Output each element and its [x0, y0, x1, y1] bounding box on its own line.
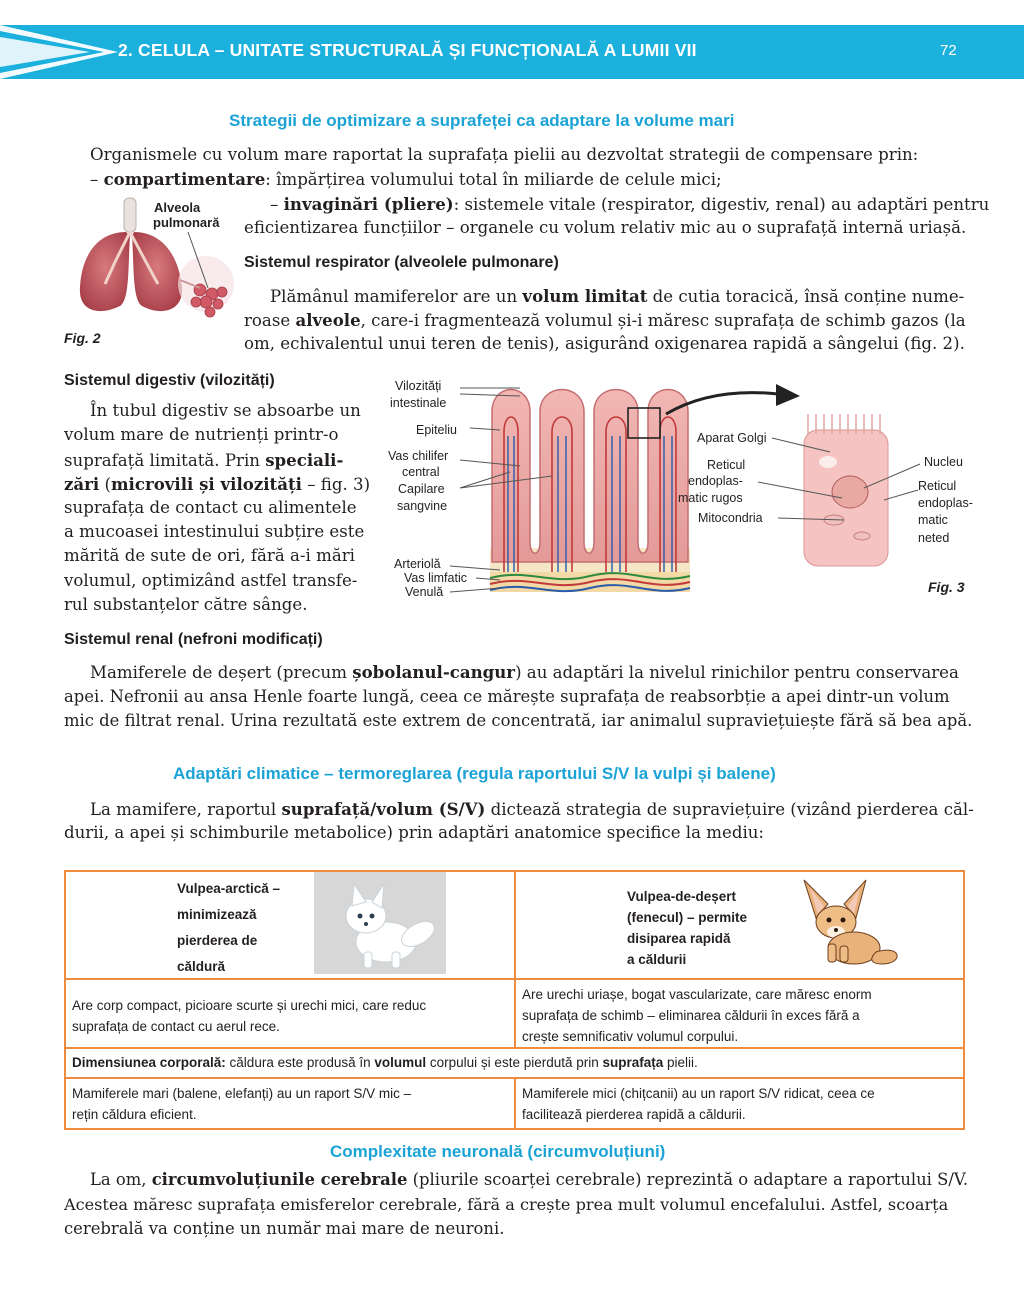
section-title-climatic: Adaptări climatice – termoreglarea (regula raportului S/V la vulpi și balene) — [173, 764, 776, 783]
section2-l2: durii, a apei și schimburile metabolice) prin adaptări anatomice specifice la mediu: — [64, 823, 765, 842]
respirator-l1b: volum limitat — [522, 286, 648, 306]
dimension-c: corpului și este pierdută prin — [426, 1055, 603, 1070]
fig3-rer-3: matic rugos — [678, 491, 743, 505]
fennec-desc-1: Are urechi uriașe, bogat vascularizate, care măresc enorm — [522, 987, 872, 1002]
term-compartimentare: compartimentare — [103, 169, 266, 189]
bullet-compartimentare: – compartimentare: împărțirea volumului total în miliarde de celule mici; — [90, 169, 722, 189]
subtitle-renal: Sistemul renal (nefroni modificați) — [64, 631, 323, 648]
fig3-limfatic: Vas limfatic — [404, 571, 467, 585]
fennec-title-2: (fenecul) – permite — [627, 910, 748, 925]
fig3-ser-3: matic — [918, 513, 948, 527]
section3-l1b: circumvoluțiunile cerebrale — [151, 1170, 408, 1189]
digestiv-l5: suprafața de contact cu alimentele — [64, 498, 357, 517]
arctic-fox-illustration — [314, 872, 446, 974]
bullet2-text-a: : sistemele vitale (respirator, digestiv, renal) au adaptări pentru — [453, 195, 990, 214]
respirator-line3: om, echivalentul unui teren de tenis), asigurând oxigenarea rapidă a sângelui (fig. 2). — [244, 334, 965, 353]
dimension-e: pielii. — [663, 1055, 698, 1070]
bullet2-text-b: eficientizarea funcțiilor – organele cu volum relativ mic au o suprafață internă uriașă. — [244, 218, 967, 237]
small-mammals-1: Mamiferele mici (chițcanii) au un raport S/V ridicat, ceea ce — [522, 1086, 875, 1101]
table-vdivider-2 — [514, 1077, 516, 1130]
section3-l1 — [90, 1168, 968, 1192]
fig3-ser-1: Reticul — [918, 479, 957, 493]
renal-l1 — [90, 660, 959, 685]
arctic-title-2: minimizează — [177, 907, 257, 922]
digestiv-l4a: zări — [64, 474, 100, 494]
arctic-desc-2: suprafața de contact cu aerul rece. — [72, 1019, 280, 1034]
arctic-desc-1: Are corp compact, picioare scurte și urechi mici, care reduc — [72, 998, 427, 1013]
fennec-desc-3: crește semnificativ volumul corpului. — [522, 1029, 739, 1044]
villi-illustration — [380, 372, 980, 604]
fennec-title-3: disiparea rapidă — [627, 931, 731, 946]
fig3-caption: Fig. 3 — [928, 579, 965, 595]
digestiv-l1: În tubul digestiv se absoarbe un — [90, 401, 361, 420]
fig3-rer-1: Reticul — [707, 458, 746, 472]
renal-l1a: Mamiferele de deșert (precum — [90, 663, 353, 682]
digestiv-l7: mărită de sute de ori, fără a-i mări — [64, 546, 355, 565]
respirator-l2a: roase — [244, 311, 296, 330]
fig3-venula: Venulă — [405, 585, 444, 599]
digestiv-l4c: microvili și vilozități — [110, 474, 302, 494]
fig2-caption: Fig. 2 — [64, 330, 101, 346]
digestiv-l8: volumul, optimizând astfel transfe- — [64, 571, 358, 590]
small-mammals-2: facilitează pierderea rapidă a căldurii. — [522, 1107, 746, 1122]
fig3-golgi: Aparat Golgi — [697, 431, 767, 445]
fig3-rer-2: endoplas- — [688, 474, 743, 488]
fig3-villi-1: Vilozități — [395, 379, 442, 393]
fig2-label-alveola: Alveola — [154, 200, 201, 215]
bullet1-text: : împărțirea volumului total în miliarde de celule mici; — [265, 170, 722, 189]
fig3-ser-4: neted — [918, 531, 950, 545]
table-vdivider-1 — [514, 870, 516, 1048]
dimension-b: volumul — [374, 1055, 427, 1070]
dimension-d: suprafața — [602, 1055, 664, 1070]
page-number: 72 — [940, 42, 957, 59]
dimension-a: căldura este produsă în — [225, 1055, 375, 1070]
respirator-l1a: Plămânul mamiferelor are un — [270, 287, 523, 306]
digestiv-l3a: suprafață limitată. Prin — [64, 451, 266, 470]
dimension-label: Dimensiunea corporală: — [72, 1055, 226, 1070]
fig3-chilifer-1: Vas chilifer — [388, 449, 449, 463]
term-invaginari: invaginări (pliere) — [283, 194, 454, 214]
section2-l1b: suprafață/volum (S/V) — [281, 799, 486, 819]
fennec-title-1: Vulpea-de-deșert — [627, 889, 737, 904]
respirator-l2b: alveole — [295, 310, 361, 330]
section3-l1c: (pliurile scoarței cerebrale) reprezintă o adaptare a raportului S/V. — [407, 1170, 969, 1189]
dimension-row — [72, 1052, 698, 1073]
fig3-capilare-2: sangvine — [397, 499, 448, 513]
fig3-chilifer-2: central — [402, 465, 440, 479]
fig3-nucleu: Nucleu — [924, 455, 963, 469]
section-title-neuronal: Complexitate neuronală (circumvoluțiuni) — [330, 1142, 666, 1161]
section3-l2: Acestea măresc suprafața emisferelor cerebrale, fără a crește prea mult volumul encefalului. Astfel, scoarța — [64, 1195, 949, 1214]
section3-l3: cerebrală va conține un număr mai mare de neuroni. — [64, 1219, 505, 1238]
fig3-mito: Mitocondria — [698, 511, 763, 525]
fennec-title-4: a căldurii — [627, 952, 687, 967]
respirator-l1c: de cutia toracică, însă conține nume- — [647, 287, 965, 306]
arctic-title-3: pierderea de — [177, 933, 258, 948]
fig3-epiteliu: Epiteliu — [416, 423, 457, 437]
fig3-villi-2: intestinale — [390, 396, 447, 410]
fig3-capilare-1: Capilare — [398, 482, 445, 496]
digestiv-l3b: speciali- — [265, 450, 344, 470]
digestiv-l3 — [64, 448, 343, 473]
fig3-ser-2: endoplas- — [918, 496, 973, 510]
section2-l1 — [90, 797, 974, 822]
renal-l1b: șobolanul-cangur — [352, 662, 516, 682]
fig2-label-pulmonara: pulmonară — [153, 215, 220, 230]
big-mammals-2: rețin căldura eficient. — [72, 1107, 197, 1122]
intro-text: Organismele cu volum mare raportat la suprafața pielii au dezvoltat strategii de compensare prin: — [90, 145, 919, 164]
arctic-title-4: căldură — [177, 959, 226, 974]
respirator-line1 — [270, 284, 964, 309]
section3-l1a: La om, — [90, 1170, 152, 1189]
subtitle-digestiv: Sistemul digestiv (vilozități) — [64, 372, 275, 389]
fennec-fox-illustration — [792, 874, 910, 968]
respirator-line2 — [244, 308, 966, 333]
renal-l3: mic de filtrat renal. Urina rezultată este extrem de concentrată, iar animalul supraviețuiește fără să bea apă. — [64, 711, 973, 730]
digestiv-l2: volum mare de nutrienți printr-o — [64, 425, 339, 444]
section-title-surface: Strategii de optimizare a suprafeței ca adaptare la volume mari — [229, 111, 735, 130]
fig3-arteriola: Arteriolă — [394, 557, 441, 571]
fennec-desc-2: suprafața de schimb – eliminarea căldurii în exces fără a — [522, 1008, 860, 1023]
bullet-invaginari: – invaginări (pliere): sistemele vitale (respirator, digestiv, renal) au adaptări pentru — [270, 194, 990, 214]
big-mammals-1: Mamiferele mari (balene, elefanți) au un raport S/V mic – — [72, 1086, 412, 1101]
subtitle-respirator: Sistemul respirator (alveolele pulmonare) — [244, 254, 559, 271]
chapter-title: 2. CELULA – UNITATE STRUCTURALĂ ȘI FUNCȚIONALĂ A LUMII VII — [118, 40, 697, 60]
digestiv-l4d: – fig. 3) — [301, 475, 371, 494]
renal-l1c: ) au adaptări la nivelul rinichilor pentru conservarea — [515, 663, 959, 682]
digestiv-l6: a mucoasei intestinului subțire este — [64, 522, 365, 541]
section2-l1c: dictează strategia de supraviețuire (vizând pierderea căl- — [485, 800, 974, 819]
respirator-l2c: , care-i fragmentează volumul și-i măresc suprafața de schimb gazos (la — [360, 311, 966, 330]
digestiv-l4 — [64, 472, 370, 497]
digestiv-l4b: ( — [99, 475, 111, 494]
arctic-title-1: Vulpea-arctică – — [177, 881, 281, 896]
digestiv-l9: rul substanțelor către sânge. — [64, 595, 308, 614]
section2-l1a: La mamifere, raportul — [90, 800, 282, 819]
renal-l2: apei. Nefronii au ansa Henle foarte lungă, ceea ce mărește suprafața de reabsorbție a apei dintr-un volum — [64, 687, 950, 706]
